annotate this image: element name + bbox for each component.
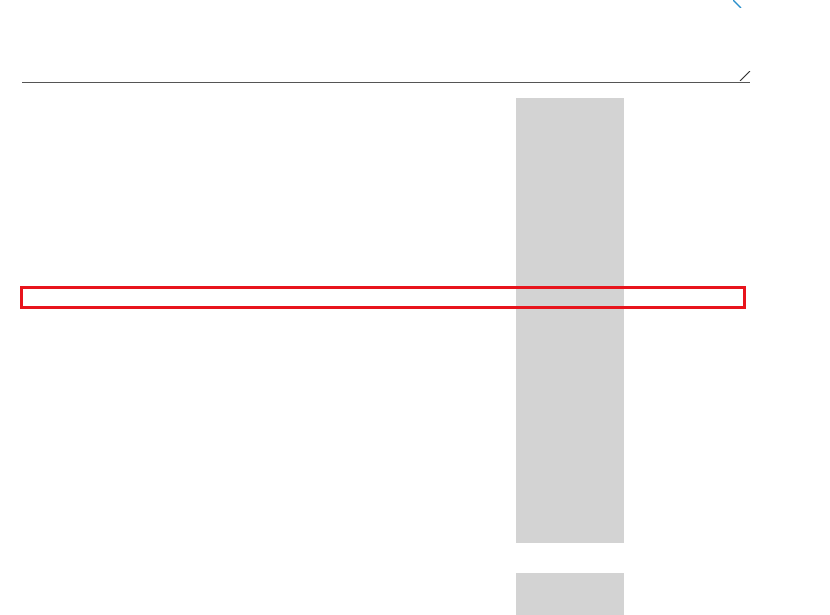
highlight-box (20, 286, 746, 309)
slash-decoration (738, 71, 752, 81)
header-rule (22, 82, 750, 83)
column-gap (516, 543, 624, 573)
corner-decoration (733, 0, 749, 8)
column-2014-shading (516, 98, 624, 615)
